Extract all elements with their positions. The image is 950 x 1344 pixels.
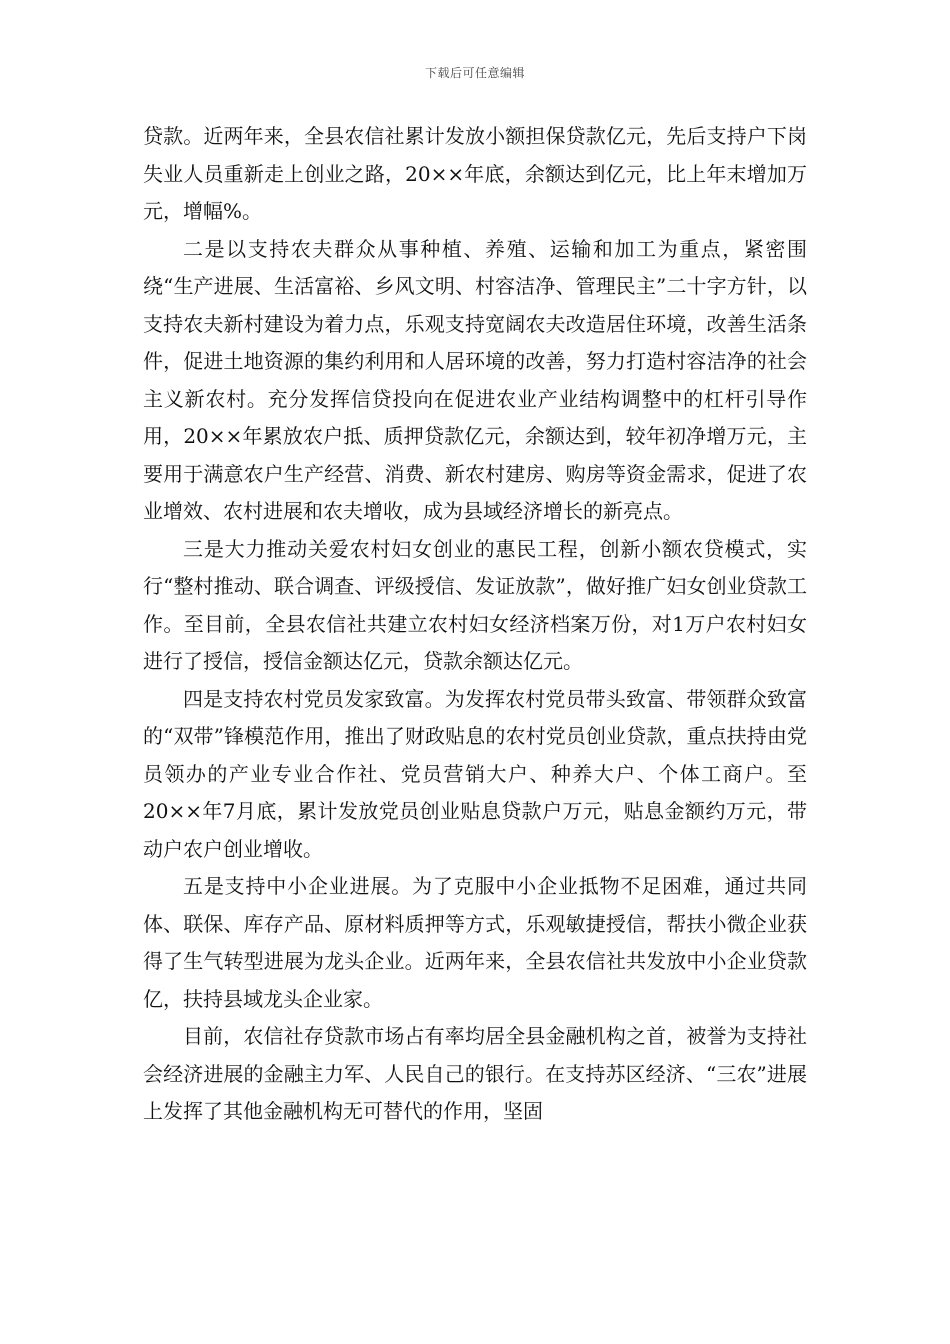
document-body — [143, 118, 807, 1131]
paragraph-continued: 贷款。近两年来，全县农信社累计发放小额担保贷款亿元，先后支持户下岗失业人员重新走上创业之路，20××年底，余额达到亿元，比上年末增加万元，增幅%。 — [143, 124, 807, 223]
paragraph-four: 四是支持农村党员发家致富。为发挥农村党员带头致富、带领群众致富的“双带”锋模范作用，推出了财政贴息的农村党员创业贷款，重点扶持由党员领办的产业专业合作社、党员营销大户、种养大户、个体工商户。至20××年7月底，累计发放党员创业贴息贷款户万元，贴息金额约万元，带动户农户创业增收。 — [143, 686, 807, 861]
paragraph-summary: 目前，农信社存贷款市场占有率均居全县金融机构之首，被誉为支持社会经济进展的金融主力军、人民自己的银行。在支持苏区经济、“三农”进展上发挥了其他金融机构无可替代的作用，坚固 — [143, 1024, 807, 1123]
paragraph-two: 二是以支持农夫群众从事种植、养殖、运输和加工为重点，紧密围绕“生产进展、生活富裕、乡风文明、村容洁净、管理民主”二十字方针，以支持农夫新村建设为着力点，乐观支持宽阔农夫改造居住环境，改善生活条件，促进土地资源的集约利用和人居环境的改善，努力打造村容洁净的社会主义新农村。充分发挥信贷投向在促进农业产业结构调整中的杠杆引导作用，20××年累放农户抵、质押贷款亿元，余额达到，较年初净增万元，主要用于满意农户生产经营、消费、新农村建房、购房等资金需求，促进了农业增效、农村进展和农夫增收，成为县域经济增长的新亮点。 — [143, 236, 807, 523]
paragraph-three: 三是大力推动关爱农村妇女创业的惠民工程，创新小额农贷模式，实行“整村推动、联合调查、评级授信、发证放款”，做好推广妇女创业贷款工作。至目前，全县农信社共建立农村妇女经济档案万份，对1万户农村妇女进行了授信，授信金额达亿元，贷款余额达亿元。 — [143, 536, 807, 673]
paragraph-five: 五是支持中小企业进展。为了克服中小企业抵物不足困难，通过共同体、联保、库存产品、原材料质押等方式，乐观敏捷授信，帮扶小微企业获得了生气转型进展为龙头企业。近两年来，全县农信社共发放中小企业贷款亿，扶持县域龙头企业家。 — [143, 874, 807, 1011]
page-header-note: 下载后可任意编辑 — [424, 66, 525, 80]
